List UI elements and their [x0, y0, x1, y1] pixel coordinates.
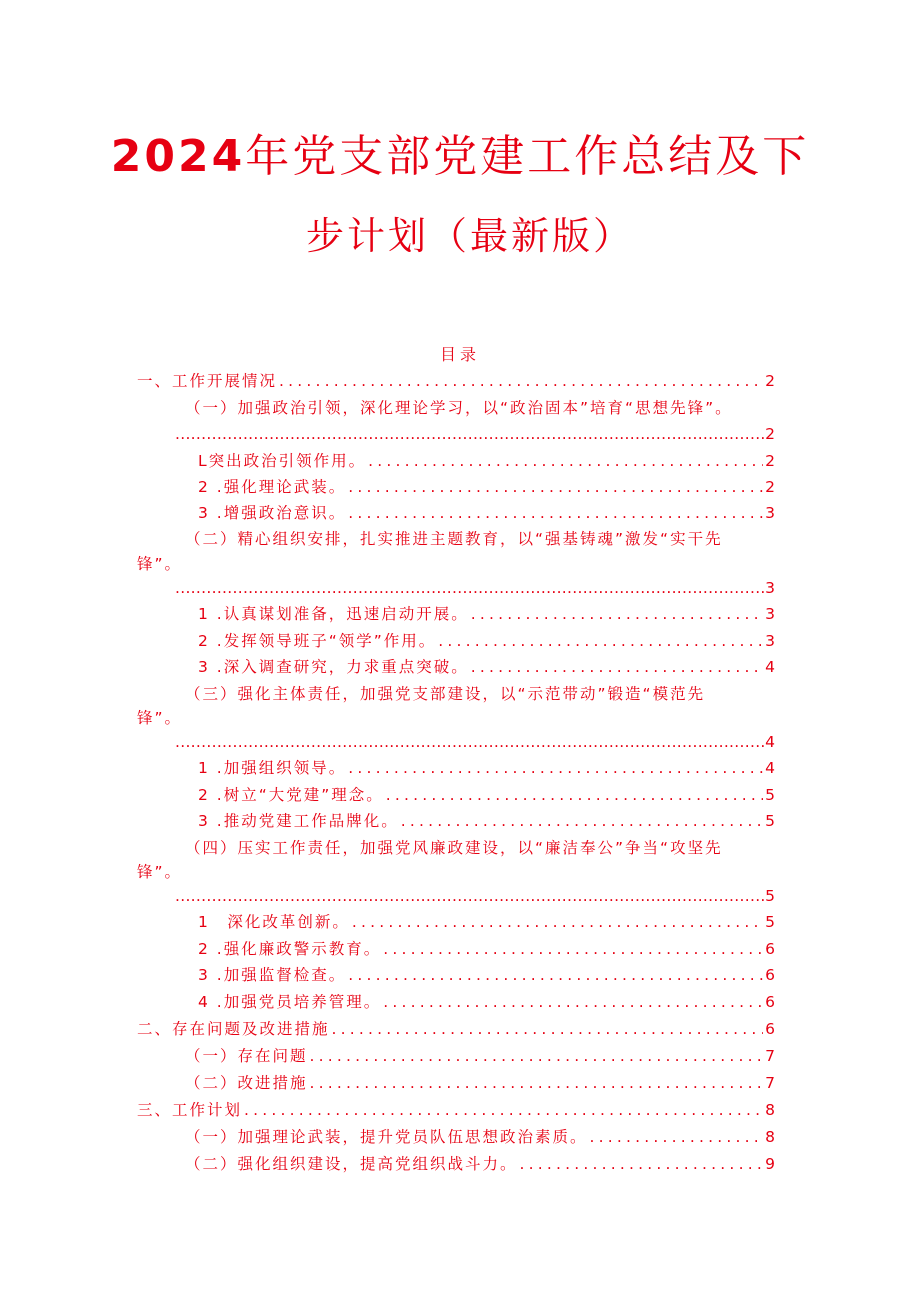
toc-entry-label: （三）强化主体责任，加强党支部建设，以“示范带动”锻造“模范先 — [185, 685, 706, 703]
toc-entry-label: 4 .加强党员培养管理。 — [198, 993, 382, 1011]
toc-leader-dots — [401, 810, 763, 832]
toc-entry-page: 2 — [765, 425, 775, 443]
toc-leader-dots — [438, 630, 763, 652]
toc-entry[interactable] — [185, 1072, 775, 1094]
toc-leader-dots — [348, 757, 763, 779]
toc-entry-continuation[interactable] — [175, 885, 775, 907]
toc-entry-label: 锋”。 — [137, 863, 183, 881]
toc-leader-dots — [279, 370, 763, 392]
toc-entry[interactable] — [198, 603, 775, 625]
toc-entry-page: 6 — [765, 993, 775, 1011]
toc-entry-label: 1 .加强组织领导。 — [198, 759, 347, 777]
toc-entry-continuation[interactable] — [137, 707, 182, 729]
document-title-line-1 — [0, 120, 920, 184]
title-line-1-text: 年党支部党建工作总结及下 — [245, 131, 810, 182]
toc-leader-dots — [310, 1072, 764, 1094]
toc-entry-page: 6 — [765, 966, 775, 984]
toc-entry[interactable] — [185, 397, 733, 419]
toc-entry[interactable] — [137, 1018, 775, 1040]
toc-entry-continuation[interactable] — [175, 423, 775, 445]
toc-entry-label: 一、工作开展情况 — [137, 372, 278, 390]
toc-entry-label: （二）改进措施 — [185, 1074, 308, 1092]
toc-entry[interactable] — [198, 810, 775, 832]
toc-entry-page: 5 — [765, 913, 775, 931]
title-year: 2024 — [110, 131, 246, 182]
toc-leader-dots — [383, 938, 763, 960]
toc-leader-dots — [175, 423, 765, 445]
toc-entry[interactable] — [198, 450, 775, 472]
toc-entry-label: 二、存在问题及改进措施 — [137, 1020, 330, 1038]
toc-entry-label: （二）精心组织安排，扎实推进主题教育，以“强基铸魂”激发“实干先 — [185, 530, 723, 548]
toc-entry-label: 锋”。 — [137, 709, 183, 727]
toc-entry-page: 7 — [765, 1074, 775, 1092]
toc-entry-label: 2 .强化理论武装。 — [198, 478, 347, 496]
toc-leader-dots — [471, 656, 763, 678]
toc-entry-label: 3 .增强政治意识。 — [198, 504, 347, 522]
toc-entry[interactable] — [198, 656, 775, 678]
toc-entry-page: 5 — [765, 812, 775, 830]
toc-leader-dots — [368, 450, 763, 472]
toc-entry-page: 2 — [765, 478, 775, 496]
toc-entry[interactable] — [185, 1045, 775, 1067]
toc-entry-page: 5 — [765, 887, 775, 905]
toc-entry-continuation[interactable] — [175, 731, 775, 753]
toc-entry-page: 9 — [765, 1155, 775, 1173]
toc-entry-label: 锋”。 — [137, 555, 183, 573]
toc-entry-page: 4 — [765, 733, 775, 751]
toc-entry-page: 4 — [765, 759, 775, 777]
toc-entry-label: 2 .树立“大党建”理念。 — [198, 786, 384, 804]
toc-entry-label: （四）压实工作责任，加强党风廉政建设，以“廉洁奉公”争当“攻坚先 — [185, 839, 723, 857]
toc-heading: 目录 — [439, 345, 480, 364]
toc-entry-continuation[interactable] — [137, 553, 182, 575]
toc-entry[interactable] — [185, 837, 723, 859]
toc-entry-label: 3 .推动党建工作品牌化。 — [198, 812, 399, 830]
toc-leader-dots — [175, 577, 765, 599]
toc-entry-label: （一）存在问题 — [185, 1047, 308, 1065]
toc-entry-page: 6 — [765, 1020, 775, 1038]
toc-entry[interactable] — [137, 1099, 775, 1121]
toc-entry-page: 4 — [765, 658, 775, 676]
toc-entry[interactable] — [185, 1153, 775, 1175]
toc-leader-dots — [175, 885, 765, 907]
toc-leader-dots — [520, 1153, 764, 1175]
toc-entry[interactable] — [185, 683, 705, 705]
toc-entry-page: 3 — [765, 579, 775, 597]
toc-entry-page: 3 — [765, 605, 775, 623]
toc-entry-page: 8 — [765, 1101, 775, 1119]
toc-entry[interactable] — [198, 476, 775, 498]
toc-entry-label: 1 .认真谋划准备，迅速启动开展。 — [198, 605, 469, 623]
toc-entry[interactable] — [198, 784, 775, 806]
toc-entry-label: 3 .深入调查研究，力求重点突破。 — [198, 658, 469, 676]
toc-leader-dots — [386, 784, 763, 806]
toc-entry-page: 2 — [765, 372, 775, 390]
toc-entry-page: 3 — [765, 632, 775, 650]
toc-entry[interactable] — [198, 911, 775, 933]
toc-entry-page: 7 — [765, 1047, 775, 1065]
toc-entry-label: 3 .加强监督检查。 — [198, 966, 347, 984]
toc-entry[interactable] — [198, 630, 775, 652]
toc-leader-dots — [348, 476, 763, 498]
toc-entry[interactable] — [198, 938, 775, 960]
toc-entry-label: 2 .强化廉政警示教育。 — [198, 940, 382, 958]
toc-leader-dots — [471, 603, 763, 625]
toc-leader-dots — [348, 502, 763, 524]
toc-entry-continuation[interactable] — [137, 861, 182, 883]
toc-entry-label: （一）加强政治引领，深化理论学习，以“政治固本”培育“思想先锋”。 — [185, 399, 733, 417]
toc-entry-label: （一）加强理论武装，提升党员队伍思想政治素质。 — [185, 1128, 588, 1146]
toc-entry-label: L突出政治引领作用。 — [198, 452, 367, 470]
toc-entry-page: 6 — [765, 940, 775, 958]
toc-entry-page: 2 — [765, 452, 775, 470]
toc-entry-label: 1 深化改革创新。 — [198, 913, 350, 931]
toc-entry[interactable] — [185, 1126, 775, 1148]
toc-leader-dots — [352, 911, 763, 933]
toc-leader-dots — [590, 1126, 764, 1148]
document-title-line-2: 步计划（最新版） — [305, 214, 634, 258]
toc-leader-dots — [310, 1045, 764, 1067]
toc-entry[interactable] — [137, 370, 775, 392]
toc-entry-page: 3 — [765, 504, 775, 522]
toc-entry-label: 三、工作计划 — [137, 1101, 243, 1119]
toc-leader-dots — [175, 731, 765, 753]
toc-entry[interactable] — [198, 964, 775, 986]
toc-entry-label: （二）强化组织建设，提高党组织战斗力。 — [185, 1155, 518, 1173]
toc-entry[interactable] — [185, 528, 723, 550]
toc-leader-dots — [332, 1018, 764, 1040]
toc-entry[interactable] — [198, 502, 775, 524]
toc-entry[interactable] — [198, 757, 775, 779]
toc-leader-dots — [383, 991, 763, 1013]
toc-entry-label: 2 .发挥领导班子“领学”作用。 — [198, 632, 437, 650]
toc-entry-continuation[interactable] — [175, 577, 775, 599]
toc-entry-page: 5 — [765, 786, 775, 804]
toc-leader-dots — [244, 1099, 763, 1121]
toc-leader-dots — [348, 964, 763, 986]
toc-entry[interactable] — [198, 991, 775, 1013]
toc-entry-page: 8 — [765, 1128, 775, 1146]
